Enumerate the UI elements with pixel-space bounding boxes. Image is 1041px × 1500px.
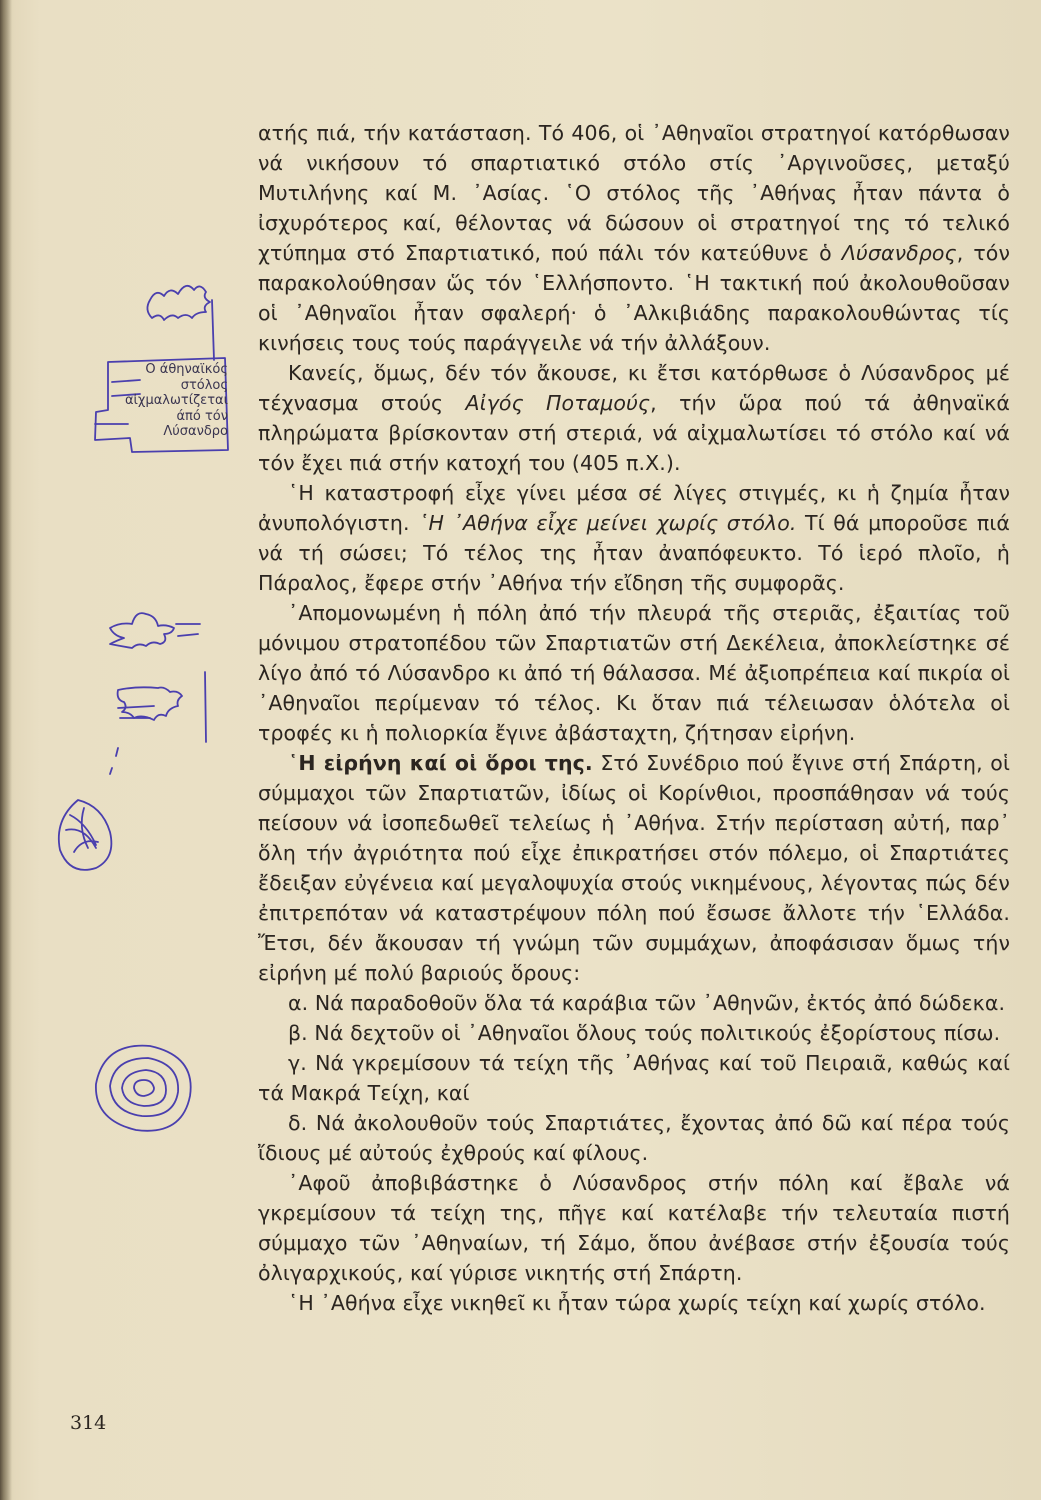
paragraph (258, 748, 1010, 988)
margin-note-line: αἰχμαλωτίζεται (124, 393, 228, 408)
paragraph-text: ατής πιά, τήν κατάσταση. Τό 406, οἱ ᾽Αθηναῖοι στρατηγοί κατόρθωσαν νά νικήσουν τό σπαρτιατικό στόλο στίς ᾽Αργινοῦσες, μεταξύ Μυτιλήνης καί Μ. ᾽Ασίας. ῾Ο στόλος τῆς ᾽Αθήνας ἦταν πάντα ὁ ἰσχυρότερος καί, θέλοντας νά δώσουν οἱ στρατηγοί της τό τελικό χτύπημα στό Σπαρτιατικό, πού πάλι τόν κατεύθυνε ὁ (258, 121, 1010, 265)
paragraph: ᾽Αφοῦ ἀποβιβάστηκε ὁ Λύσανδρος στήν πόλη καί ἔβαλε νά γκρεμίσουν τά τείχη της, πῆγε καί κατέλαβε τήν τελευταία πιστή σύμμαχο τῶν ᾽Αθηναίων, τή Σάμο, ὅπου ἀνέβασε στήν ἐξουσία τούς ὀλιγαρχικούς, καί γύρισε νικητής στή Σπάρτη. (258, 1171, 1010, 1285)
paragraph-text: , τόν παρακολούθησαν ὥς τόν ῾Ελλήσποντο. ῾Η τακτική πού ἀκολουθοῦσαν οἱ ᾽Αθηναῖοι ἦταν σφαλερή· ὁ ᾽Αλκιβιάδης παρακολουθώντας τίς κινήσεις τους τούς παράγγειλε νά τήν ἀλλάξουν. (258, 241, 1010, 355)
main-text-column (258, 118, 1010, 1318)
term-item: β. Νά δεχτοῦν οἱ ᾽Αθηναῖοι ὅλους τούς πολιτικούς ἐξορίστους πίσω. (288, 1021, 1001, 1045)
margin-note-line: Ο άθηναϊκός (145, 362, 228, 377)
paragraph (258, 478, 1010, 598)
term-item: δ. Νά ἀκολουθοῦν τούς Σπαρτιάτες, ἔχοντας ἀπό δῶ καί πέρα τούς ἴδιους μέ αὐτούς ἐχθρούς καί φίλους. (258, 1111, 1010, 1165)
paragraph-text: ᾽Απομονωμένη ἡ πόλη ἀπό τήν πλευρά τῆς στεριᾶς, ἐξαιτίας τοῦ μόνιμου στρατοπέδου τῶν Σπαρτιατῶν στή Δεκέλεια, ἀποκλείστηκε σέ λίγο ἀπό τό Λύσανδρο κι ἀπό τή θάλασσα. Μέ ἀξιοπρέπεια καί πικρία οἱ ᾽Αθηναῖοι περίμεναν τό τέλος. Κι ὅταν πιά τέλειωσαν ὁλότελα οἱ τροφές κι ἡ πολιορκία ἔγινε ἀβάσταχτη, ζήτησαν εἰρήνη. (258, 601, 1010, 745)
term-item: γ. Νά γκρεμίσουν τά τείχη τῆς ᾽Αθήνας καί τοῦ Πειραιᾶ, καθώς καί τά Μακρά Τείχη, καί (258, 1051, 1010, 1105)
paragraph-italic: Λύσανδρος (841, 241, 957, 265)
margin-note-line: στόλος (180, 377, 228, 393)
margin-note-line: άπό τόν (176, 408, 228, 424)
paragraph-italic: Αἰγός Ποταμούς (465, 391, 651, 415)
paragraph-text: Στό Συνέδριο πού ἔγινε στή Σπάρτη, οἱ σύμμαχοι τῶν Σπαρτιατῶν, ἰδίως οἱ Κορίνθιοι, προσπάθησαν νά τούς πείσουν νά ἰσοπεδωθεῖ τελείως ἡ ᾽Αθήνα. Στήν περίσταση αὐτή, παρ᾽ ὅλη τήν ἀγριότητα πού εἶχε ἐπικρατήσει στόν πόλεμο, οἱ Σπαρτιάτες ἔδειξαν εὐγένεια καί μεγαλοψυχία στούς νικημένους, λέγοντας πώς δέν ἐπιτρεπόταν νά καταστρέψουν πόλη πού ἔσωσε ἄλλοτε τήν ῾Ελλάδα. Ἔτσι, δέν ἄκουσαν τή γνώμη τῶν συμμάχων, ἀποφάσισαν ὅμως τήν εἰρήνη μέ πολύ βαριούς ὅρους: (258, 751, 1010, 985)
term-item: α. Νά παραδοθοῦν ὅλα τά καράβια τῶν ᾽Αθηνῶν, ἐκτός ἀπό δώδεκα. (288, 991, 1006, 1015)
paragraph-text: Τί θά μποροῦσε πιά νά τή σώσει; Τό τέλος της ἦταν ἀναπόφευκτο. Τό ἱερό πλοῖο, ἡ Πάραλος, ἔφερε στήν ᾽Αθήνα τήν εἴδηση τῆς συμφορᾶς. (258, 511, 1010, 595)
page-number: 314 (70, 1412, 107, 1434)
paragraph-italic: ῾Η ᾽Αθήνα εἶχε μείνει χωρίς στόλο. (418, 511, 797, 535)
paragraph (258, 358, 1010, 478)
margin-note-line: Λύσανδρο (163, 424, 228, 439)
paragraph (258, 598, 1010, 748)
paragraph-text: ῾Η καταστροφή εἶχε γίνει μέσα σέ λίγες στιγμές, κι ἡ ζημία ἦταν ἀνυπολόγιστη. (258, 481, 1010, 535)
margin-note (92, 362, 228, 440)
section-heading: ῾Η εἰρήνη καί οἱ ὅροι της. (288, 751, 593, 775)
paragraph-text: Κανείς, ὅμως, δέν τόν ἄκουσε, κι ἔτσι κατόρθωσε ὁ Λύσανδρος μέ τέχνασμα στούς (258, 361, 1010, 415)
paragraph: ῾Η ᾽Αθήνα εἶχε νικηθεῖ κι ἦταν τώρα χωρίς τείχη καί χωρίς στόλο. (288, 1291, 986, 1315)
book-spine-shadow (0, 0, 12, 1500)
paragraph (258, 118, 1010, 358)
paragraph-text: , τήν ὥρα πού τά ἀθηναϊκά πληρώματα βρίσκονταν στή στεριά, νά αἰχμαλωτίσει τό στόλο καί νά τόν ἔχει πιά στήν κατοχή του (405 π.Χ.). (258, 391, 1010, 475)
